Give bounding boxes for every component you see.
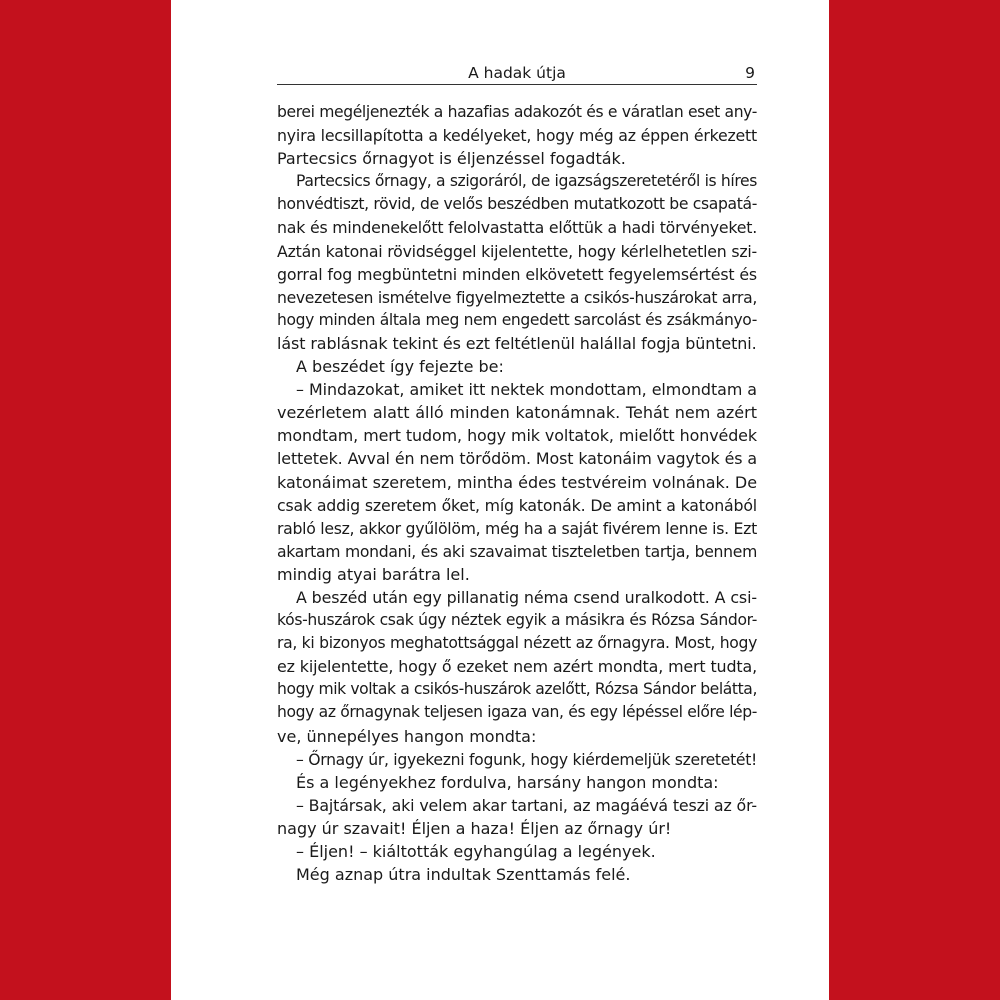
text-line: – Éljen! – kiáltották egyhangúlag a legények. xyxy=(296,842,656,861)
header-title: A hadak útja xyxy=(468,64,566,82)
page-number: 9 xyxy=(745,64,755,82)
text-line: ve, ünnepélyes hangon mondta: xyxy=(277,726,537,746)
text-line: vezérletem alatt álló minden katonámnak. Tehát nem azért xyxy=(277,403,757,423)
text-line: katonáimat szeretem, mintha édes testvéreim volnának. De xyxy=(277,472,757,492)
text-line: kós-huszárok csak úgy néztek egyik a másikra és Rózsa Sándor- xyxy=(277,611,757,630)
text-line: Aztán katonai rövidséggel kijelentette, hogy kérlelhetetlen szi- xyxy=(277,241,757,261)
text-line: nagy úr szavait! Éljen a haza! Éljen az őrnagy úr! xyxy=(277,818,672,838)
text-line: nak és mindenekelőtt felolvastatta előttük a hadi törvényeket. xyxy=(277,218,758,238)
text-line: Még aznap útra indultak Szenttamás felé. xyxy=(296,865,631,885)
text-line: mindig atyai barátra lel. xyxy=(277,564,470,584)
text-line: mondtam, mert tudom, hogy mik voltatok, mielőtt honvédek xyxy=(277,426,757,446)
text-line: És a legényekhez fordulva, harsány hangon mondta: xyxy=(296,772,719,792)
text-line: berei megéljenezték a hazafias adakozót és e váratlan eset any- xyxy=(277,103,757,121)
running-header xyxy=(277,62,757,85)
text-line: nyira lecsillapította a kedélyeket, hogy még az éppen érkezett xyxy=(277,126,757,146)
text-line: nevezetesen ismételve figyelmeztette a csikós-huszárokat arra, xyxy=(277,287,757,307)
text-line: hogy mik voltak a csikós-huszárok azelőtt, Rózsa Sándor belátta, xyxy=(277,680,757,699)
text-line: hogy minden általa meg nem engedett sarcolást és zsákmányo- xyxy=(277,310,757,329)
text-line: – Mindazokat, amiket itt nektek mondottam, elmondtam a xyxy=(296,380,757,400)
text-line: A beszédet így fejezte be: xyxy=(296,357,504,377)
text-line: hogy az őrnagynak teljesen igaza van, és egy lépéssel előre lép- xyxy=(277,703,757,722)
body-text xyxy=(277,101,757,886)
text-line: lást rablásnak tekint és ezt feltétlenül halállal fogja büntetni. xyxy=(277,333,757,353)
text-line: Partecsics őrnagyot is éljenzéssel fogadták. xyxy=(277,149,626,169)
text-line: A beszéd után egy pillanatig néma csend uralkodott. A csi- xyxy=(296,587,757,607)
text-line: lettetek. Avval én nem törődöm. Most katonáim vagytok és a xyxy=(277,449,757,469)
text-line: – Bajtársak, aki velem akar tartani, az magáévá teszi az őr- xyxy=(296,795,757,815)
book-page xyxy=(171,0,829,1000)
text-line: ra, ki bizonyos meghatottsággal nézett az őrnagyra. Most, hogy xyxy=(277,634,757,653)
text-line: rabló lesz, akkor gyűlölöm, még ha a saját fivérem lenne is. Ezt xyxy=(277,518,757,538)
text-line: akartam mondani, és aki szavaimat tiszteletben tartja, bennem xyxy=(277,541,757,561)
text-line: ez kijelentette, hogy ő ezeket nem azért mondta, mert tudta, xyxy=(277,657,757,677)
text-line: Partecsics őrnagy, a szigoráról, de igazságszeretetéről is híres xyxy=(296,172,757,191)
text-line: gorral fog megbüntetni minden elkövetett fegyelemsértést és xyxy=(277,264,757,284)
text-line: honvédtiszt, rövid, de velős beszédben mutatkozott be csapatá- xyxy=(277,195,757,214)
text-line: – Őrnagy úr, igyekezni fogunk, hogy kiérdemeljük szeretetét! xyxy=(296,749,757,769)
text-line: csak addig szeretem őket, míg katonák. De amint a katonából xyxy=(277,495,757,515)
